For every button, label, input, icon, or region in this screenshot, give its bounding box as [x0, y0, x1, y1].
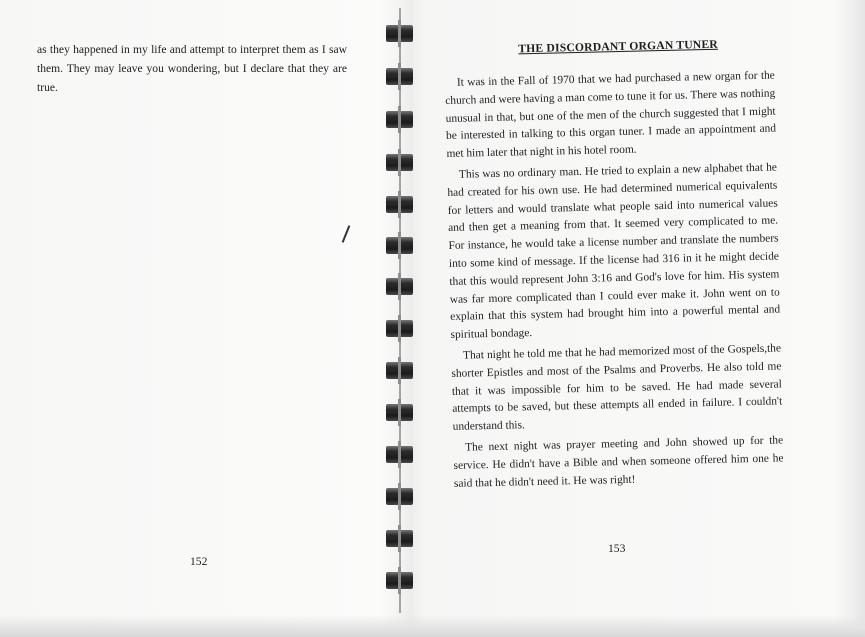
binding-coil	[386, 278, 413, 295]
body-paragraph: It was in the Fall of 1970 that we had purchased a new organ for the church and were having a man come to tune it for us. There was nothing unusual in that, but one of the men of the church suggested that I might be interested in talking to this organ tuner. I made an appointment and met him later that night in his hotel room.	[445, 69, 777, 161]
left-page-paragraph: as they happened in my life and attempt to interpret them as I saw them. They may leave you wondering, but I declare that they are true.	[37, 43, 347, 94]
left-page-number: 152	[190, 555, 208, 568]
page-edge-shadow	[835, 0, 865, 637]
binding-coil	[386, 446, 413, 463]
right-page-number: 153	[608, 542, 626, 555]
binding-coil	[386, 404, 413, 421]
scan-bottom-shadow	[0, 615, 865, 637]
binding-coil	[386, 68, 413, 85]
spiral-binding	[383, 0, 417, 637]
chapter-title: THE DISCORDANT ORGAN TUNER	[518, 37, 719, 56]
body-paragraph: The next night was prayer meeting and John showed up for the service. He didn't have a Bible and when someone offered him one he said that he didn't need it. He was right!	[453, 434, 784, 490]
binding-coil	[386, 154, 413, 171]
binding-coil	[386, 111, 413, 128]
binding-coil	[386, 572, 413, 589]
binding-coil	[386, 530, 413, 547]
pen-mark	[342, 225, 351, 242]
binding-coil	[386, 320, 413, 337]
binding-coil	[386, 196, 413, 213]
binding-coil	[386, 488, 413, 505]
body-paragraph: That night he told me that he had memorized most of the Gospels,the shorter Epistles and most of the Psalms and Proverbs. He also told me that it was impossible for him to be saved. He had made several attempts to be saved, but these attempts all ended in failure. I couldn't understand this.	[451, 342, 783, 434]
left-page-text	[37, 40, 347, 97]
spine-line	[399, 8, 401, 613]
binding-coil	[386, 25, 413, 42]
binding-coil	[386, 362, 413, 379]
body-paragraph: This was no ordinary man. He tried to explain a new alphabet that he had created for his own use. He had determined numerical equivalents for letters and would translate what people said into numerical values and then get a meaning from that. It seemed very complicated to me. For instance, he would take a license number and translate the numbers into some kind of message. If the license had 316 in it he might decide that this would represent John 3:16 and God's love for him. His system was far more complicated than I could ever make it. John went on to explain that this system had brought him into a powerful mental and spiritual bondage.	[447, 161, 781, 342]
binding-coil	[386, 237, 413, 254]
right-page	[444, 37, 784, 497]
